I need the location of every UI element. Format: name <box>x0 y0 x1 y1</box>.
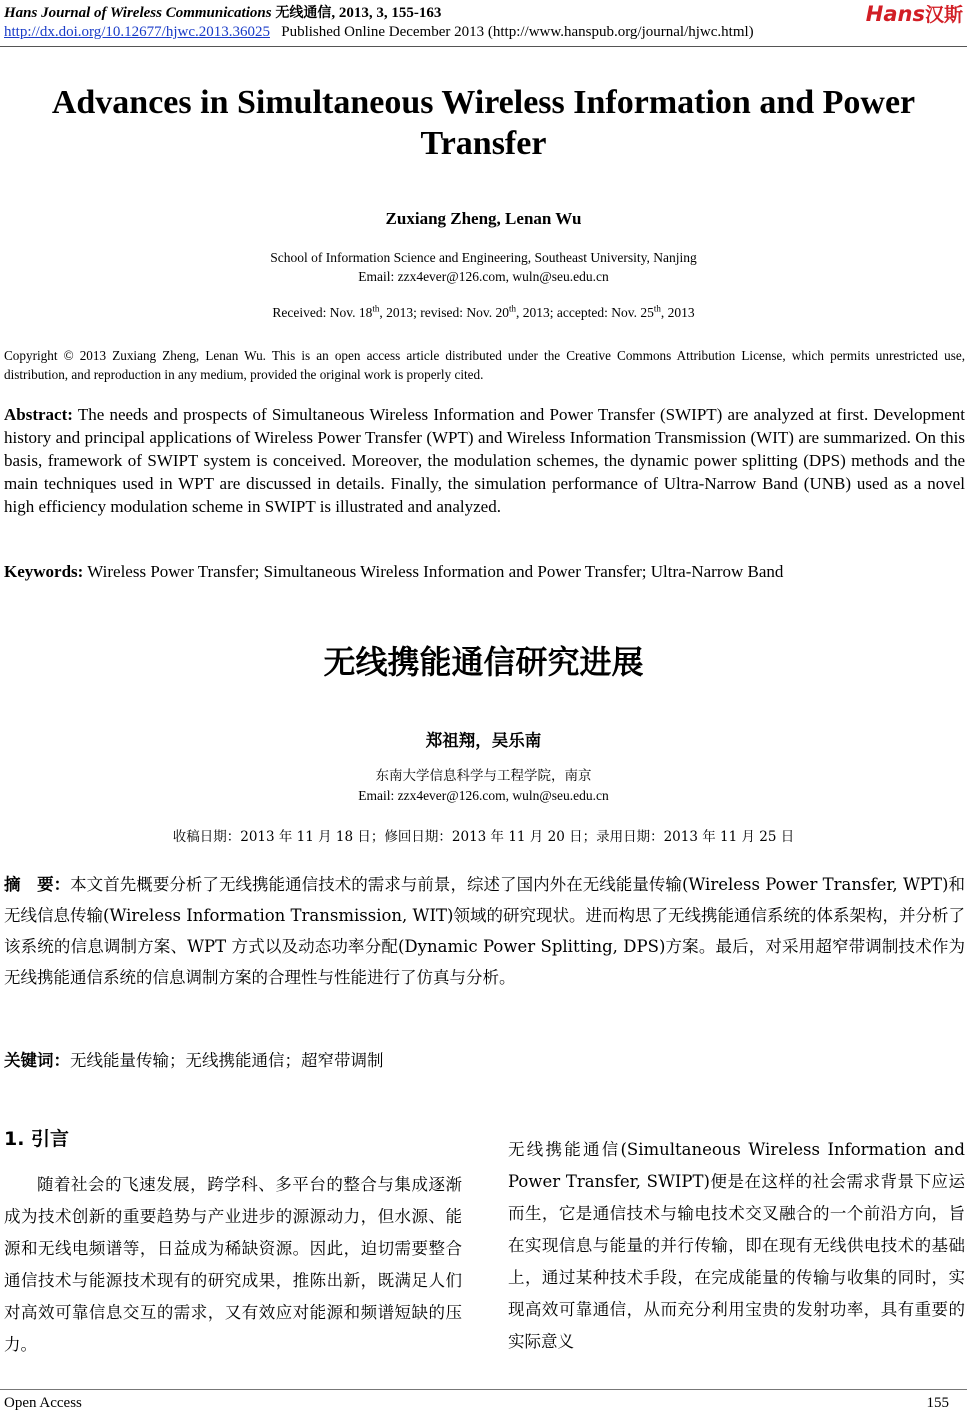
cn-abstract-label: 摘 要： <box>4 875 71 894</box>
footer-open-access: Open Access <box>4 1395 82 1411</box>
footer-divider <box>0 1389 967 1390</box>
keywords-label: Keywords: <box>4 562 84 581</box>
page-number: 155 <box>926 1395 949 1411</box>
hans-logo <box>866 0 963 27</box>
cn-authors: 郑祖翔，吴乐南 <box>425 731 542 750</box>
abstract-label: Abstract: <box>4 405 73 424</box>
cn-paper-title: 无线携能通信研究进展 <box>323 643 644 681</box>
cn-keywords <box>4 1047 965 1071</box>
received-dates: Received: Nov. 18th, 2013; revised: Nov. 20th, 2013; accepted: Nov. 25th, 2013 <box>272 303 695 320</box>
body-column-left: 随着社会的飞速发展，跨学科、多平台的整合与集成逐渐成为技术创新的重要趋势与产业进步的源源动力，但水源、能源和无线电频谱等，日益成为稀缺资源。因此，迫切需要整合通信技术与能源技术现有的研究成果，推陈出新，既满足人们对高效可靠信息交互的需求，又有效应对能源和频谱短缺的压力。 <box>4 1175 462 1354</box>
logo-latin: Hans <box>865 2 925 26</box>
cn-keywords-text: 无线能量传输；无线携能通信；超窄带调制 <box>70 1051 384 1070</box>
affiliation: School of Information Science and Engineering, Southeast University, Nanjing <box>270 250 697 265</box>
cn-affiliation: 东南大学信息科学与工程学院，南京 <box>375 768 592 784</box>
journal-header <box>4 2 441 22</box>
published-info: Published Online December 2013 (http://www.hanspub.org/journal/hjwc.html) <box>281 24 754 40</box>
body-column-right: 无线携能通信(Simultaneous Wireless Information and Power Transfer, SWIPT)便是在这样的社会需求背景下应运而生，它是通信技术与输电技术交叉融合的一个前沿方向，旨在实现信息与能量的并行传输，即在现有无线供电技术的基础上，通过某种技术手段，在完成能量的传输与收集的同时，实现高效可靠通信，从而充分利用宝贵的发射功率，具有重要的实际意义 <box>508 1140 965 1351</box>
cn-email: Email: zzx4ever@126.com, wuln@seu.edu.cn <box>358 788 609 803</box>
cn-received-dates: 收稿日期：2013 年 11 月 18 日；修回日期：2013 年 11 月 20 日；录用日期：2013 年 11 月 25 日 <box>172 829 795 845</box>
cn-affiliation-block <box>0 766 967 806</box>
copyright-notice: Copyright © 2013 Zuxiang Zheng, Lenan Wu. This is an open access article distributed under the Creative Commons Attribution License, which permits unrestricted use, distribution, and reproduction in any medium, provided the original work is properly cited. <box>4 348 965 382</box>
journal-name: Hans Journal of Wireless Communications <box>4 5 272 21</box>
doi-line <box>4 24 754 41</box>
section-heading: 1. 引言 <box>4 1128 70 1150</box>
email: Email: zzx4ever@126.com, wuln@seu.edu.cn <box>358 269 609 284</box>
volume-info: , 2013, 3, 155-163 <box>331 5 442 21</box>
logo-cn: 汉斯 <box>924 4 963 26</box>
paper-title: Advances in Simultaneous Wireless Information and Power Transfer <box>51 84 916 162</box>
doi-link[interactable]: http://dx.doi.org/10.12677/hjwc.2013.36025 <box>4 24 270 40</box>
abstract-text: The needs and prospects of Simultaneous Wireless Information and Power Transfer (SWIPT) are analyzed at first. Development history and principal applications of Wireless Power Transfer (WPT) and Wireless Information Transmission (WIT) are summarized. On this basis, framework of SWIPT system is conceived. Moreover, the modulation schemes, the dynamic power splitting (DPS) methods and the main techniques used in WPT are discussed in details. Finally, the simulation performance of Ultra-Narrow Band (UNB) used as a novel high efficiency modulation scheme in SWIPT is illustrated and analyzed. <box>4 405 965 516</box>
affiliation-block <box>0 248 967 286</box>
abstract <box>4 403 965 518</box>
cn-keywords-label: 关键词： <box>4 1051 70 1070</box>
keywords-text: Wireless Power Transfer; Simultaneous Wireless Information and Power Transfer; Ultra-Narrow Band <box>83 562 784 581</box>
keywords <box>4 562 965 582</box>
cn-abstract-text: 本文首先概要分析了无线携能通信技术的需求与前景，综述了国内外在无线能量传输(Wireless Power Transfer, WPT)和无线信息传输(Wireless Information Transmission, WIT)领域的研究现状。进而构思了无线携能通信系统的体系架构，并分析了该系统的信息调制方案、WPT 方式以及动态功率分配(Dynamic Power Splitting, DPS)方案。最后，对采用超窄带调制技术作为无线携能通信系统的信息调制方案的合理性与性能进行了仿真与分析。 <box>4 875 965 987</box>
authors: Zuxiang Zheng, Lenan Wu <box>385 209 582 228</box>
journal-name-cn: 无线通信 <box>275 5 332 21</box>
header-divider <box>0 46 967 47</box>
cn-abstract <box>4 869 965 993</box>
